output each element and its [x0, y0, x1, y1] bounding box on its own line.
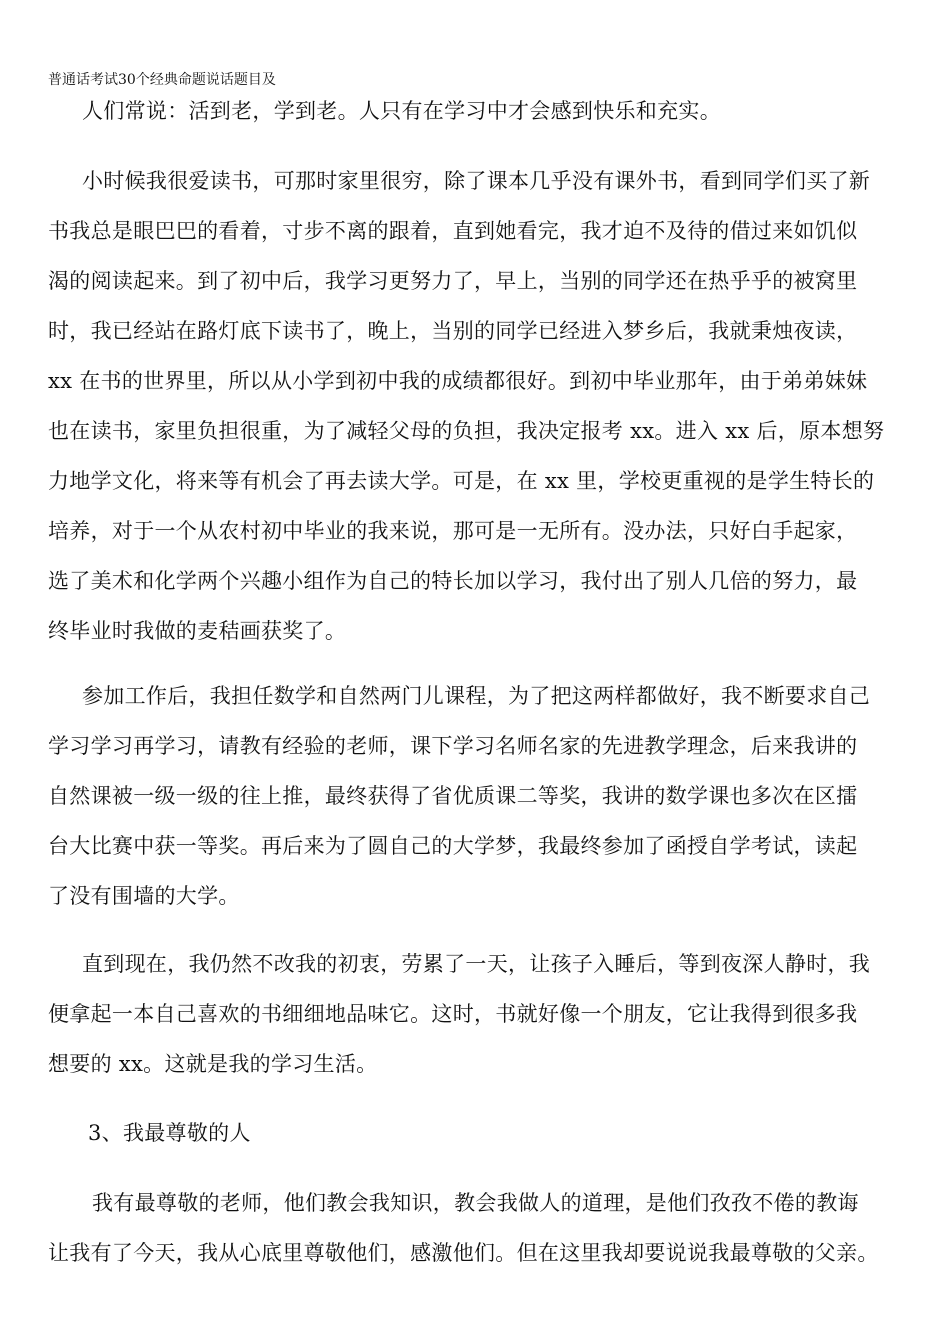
paragraph-work: [48, 671, 908, 921]
text-line: 让我有了今天，我从心底里尊敬他们，感激他们。但在这里我却要说说我最尊敬的父亲。: [48, 1241, 879, 1265]
text-line: 学习学习再学习，请教有经验的老师，课下学习名师名家的先进教学理念，后来我讲的: [48, 734, 858, 758]
text-line: 参加工作后，我担任数学和自然两门儿课程，为了把这两样都做好，我不断要求自己: [82, 684, 871, 708]
text-line: 了没有围墙的大学。: [48, 884, 240, 908]
text-line: 培养，对于一个从农村初中毕业的我来说，那可是一无所有。没办法，只好白手起家，: [48, 519, 858, 543]
text-line: 我有最尊敬的老师，他们教会我知识，教会我做人的道理，是他们孜孜不倦的教诲: [92, 1191, 859, 1215]
section-title: 3、我最尊敬的人: [88, 1121, 251, 1145]
text-line: 终毕业时我做的麦秸画获奖了。: [48, 619, 347, 643]
text-line: 书我总是眼巴巴的看着，寸步不离的跟着，直到她看完，我才迫不及待的借过来如饥似: [48, 219, 858, 243]
text-line: 选了美术和化学两个兴趣小组作为自己的特长加以学习，我付出了别人几倍的努力，最: [48, 569, 858, 593]
text-line: 小时候我很爱读书，可那时家里很穷，除了课本几乎没有课外书，看到同学们买了新: [82, 169, 871, 193]
document-header: 普通话考试30个经典命题说话题目及: [48, 72, 276, 88]
text-line: 人们常说：活到老，学到老。人只有在学习中才会感到快乐和充实。: [82, 99, 721, 123]
text-line: 台大比赛中获一等奖。再后来为了圆自己的大学梦，我最终参加了函授自学考试，读起: [48, 834, 858, 858]
text-line: 便拿起一本自己喜欢的书细细地品味它。这时，书就好像一个朋友，它让我得到很多我: [48, 1002, 858, 1026]
paragraph-intro: [48, 86, 908, 136]
text-line: 自然课被一级一级的往上推，最终获得了省优质课二等奖，我讲的数学课也多次在区擂: [48, 784, 858, 808]
text-line: xx 在书的世界里，所以从小学到初中我的成绩都很好。到初中毕业那年，由于弟弟妹妹: [48, 369, 868, 393]
text-line: 也在读书，家里负担很重，为了减轻父母的负担，我决定报考 xx。进入 xx 后，原本想努: [48, 419, 885, 443]
text-line: 力地学文化，将来等有机会了再去读大学。可是，在 xx 里，学校更重视的是学生特长的: [48, 469, 875, 493]
paragraph-childhood: [48, 156, 908, 656]
text-line: 渴的阅读起来。到了初中后，我学习更努力了，早上，当别的同学还在热乎乎的被窝里: [48, 269, 858, 293]
paragraph-present: [48, 939, 908, 1089]
section-heading: [48, 1108, 908, 1158]
paragraph-respect: [48, 1178, 908, 1278]
text-line: 直到现在，我仍然不改我的初衷，劳累了一天，让孩子入睡后，等到夜深人静时，我: [82, 952, 871, 976]
text-line: 想要的 xx。这就是我的学习生活。: [48, 1052, 378, 1076]
text-line: 时，我已经站在路灯底下读书了，晚上，当别的同学已经进入梦乡后，我就秉烛夜读，: [48, 319, 858, 343]
